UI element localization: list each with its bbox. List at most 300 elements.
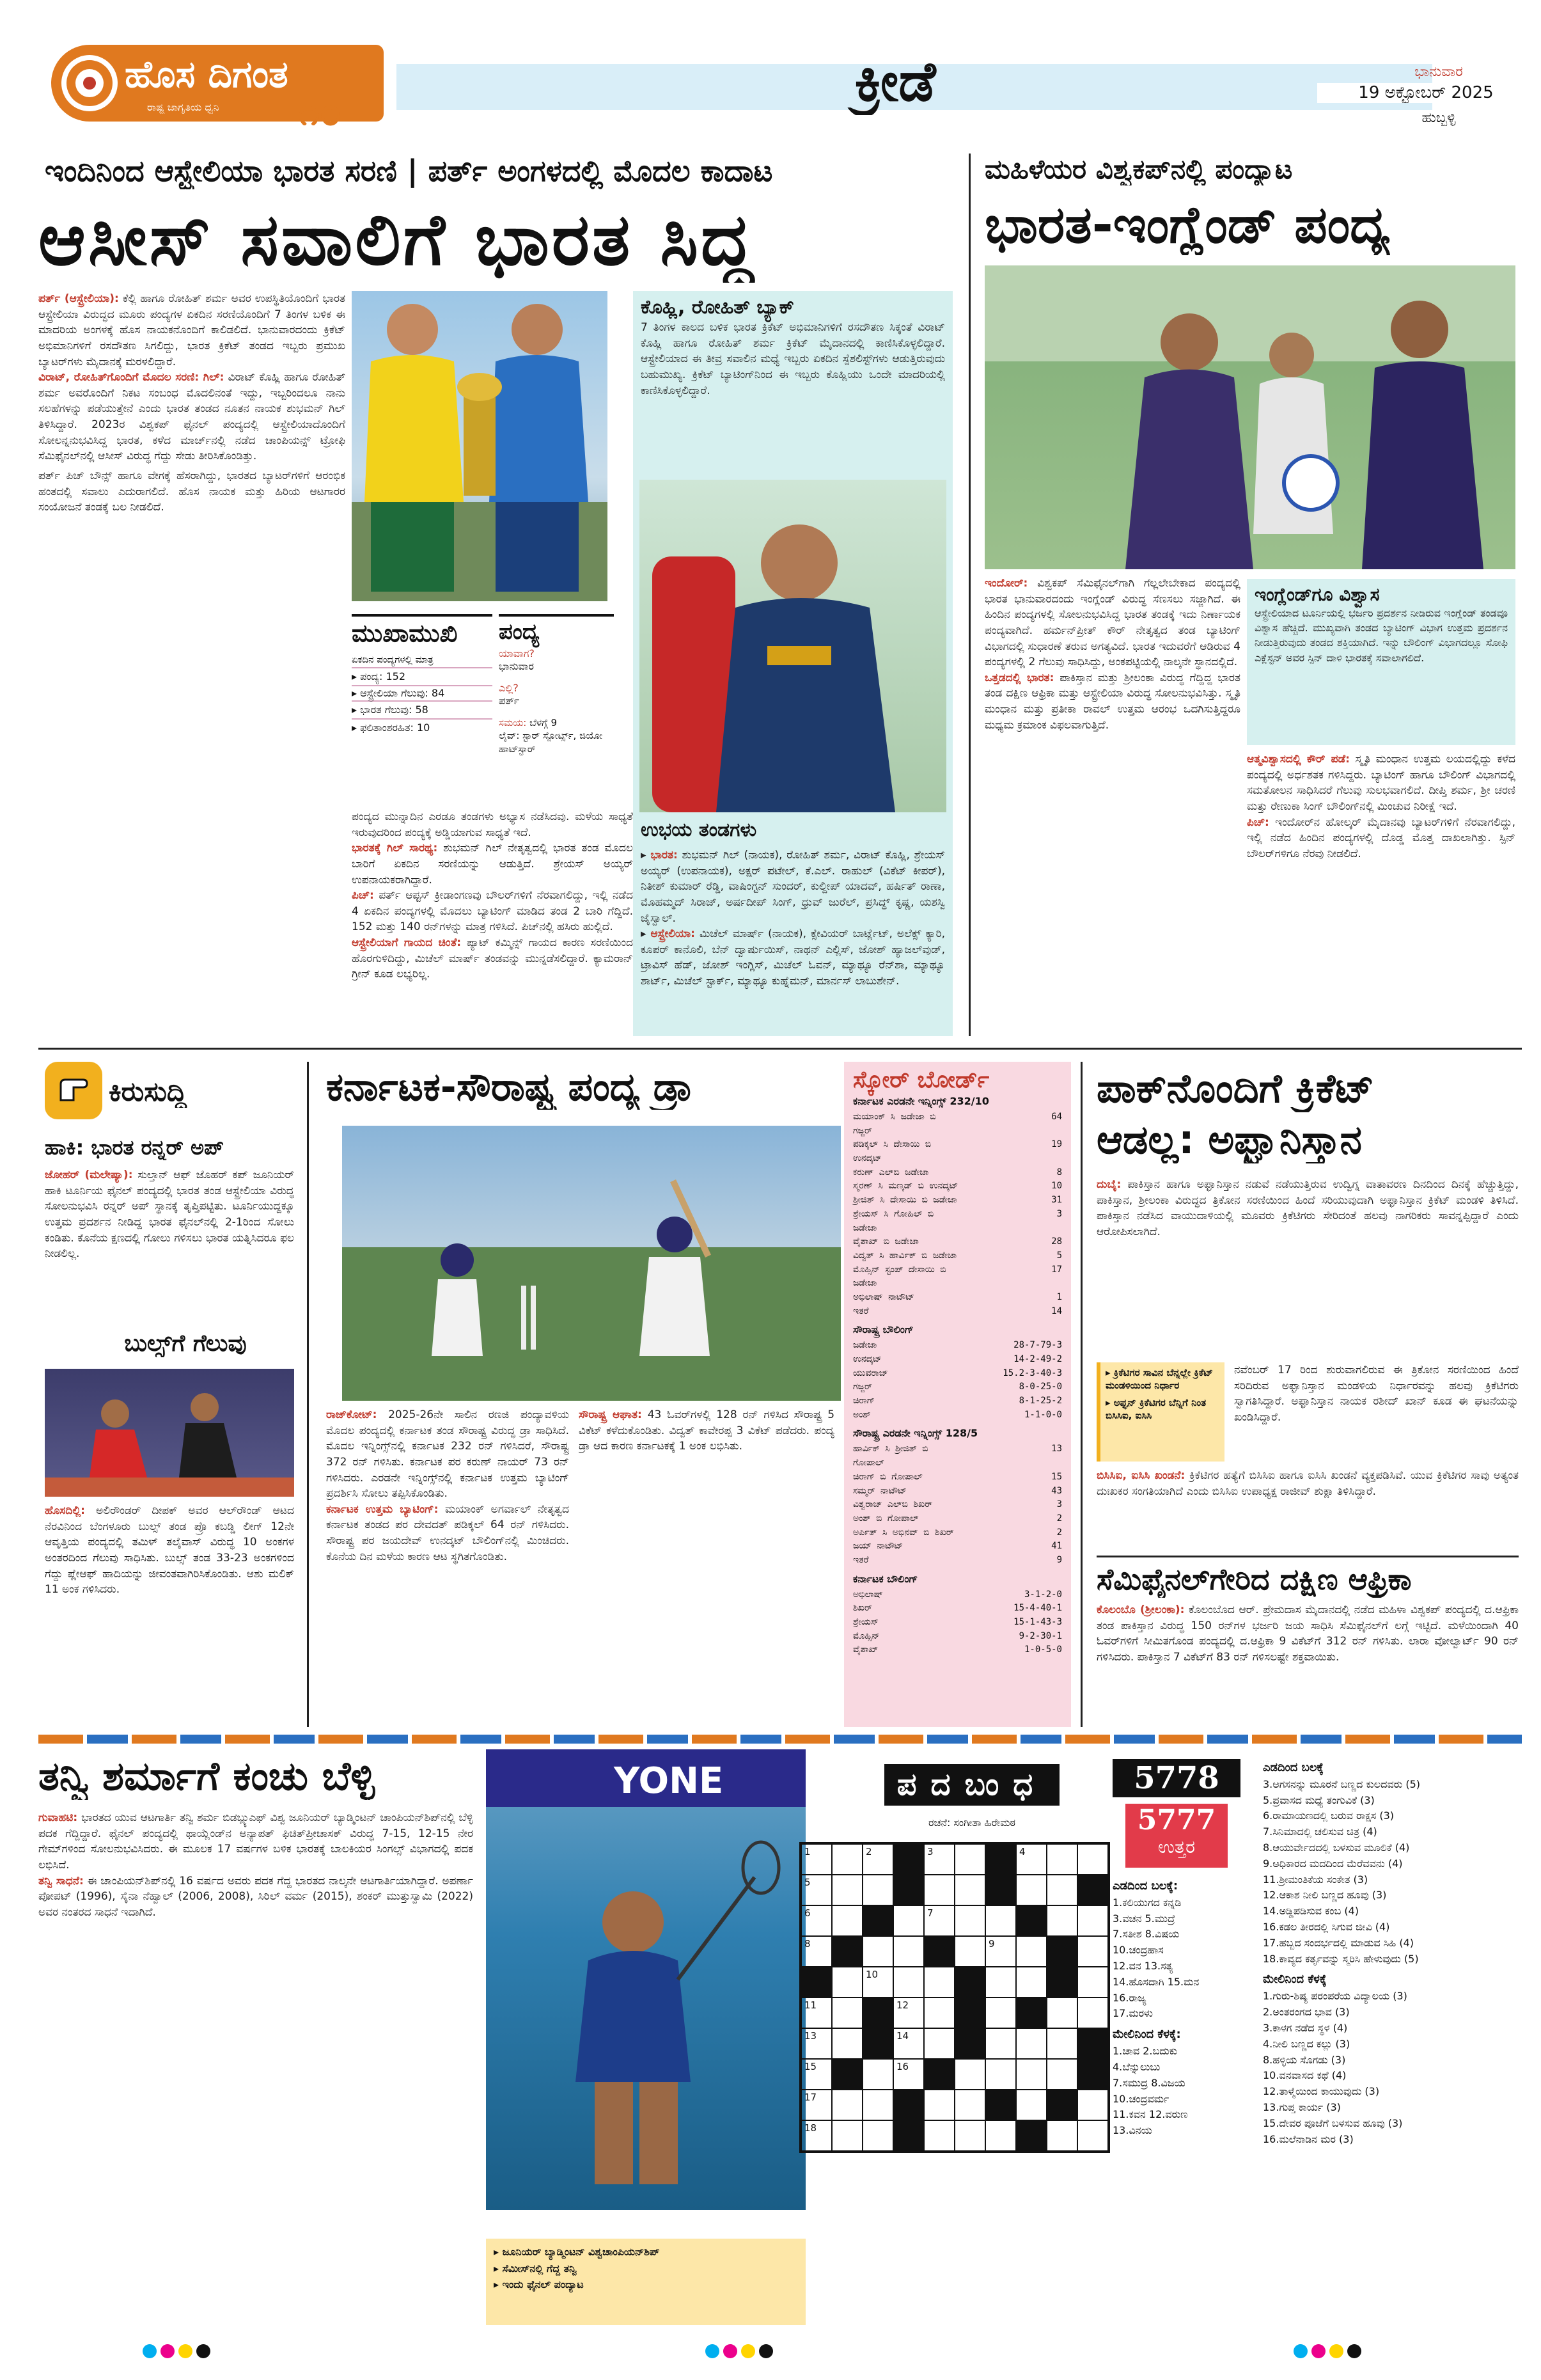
lead-subhead-2: ಭಾರತಕ್ಕೆ ಗಿಲ್ ಸಾರಥ್ಯ: [352, 842, 438, 855]
crossword-cell[interactable] [1016, 1844, 1047, 1875]
crossword-cell[interactable] [893, 2059, 924, 2090]
h2h-title: ಮುಖಾಮುಖಿ [352, 619, 458, 647]
match-q2: ಎಲ್ಲಿ? [499, 682, 519, 694]
crossword-cell[interactable] [985, 2059, 1016, 2090]
afghan-body-2: ನವೆಂಬರ್ 17 ರಿಂದ ಶುರುವಾಗಲಿರುವ ಈ ತ್ರಿಕೋನ ಸರಣಿಯಿಂದ ಹಿಂದೆ ಸರಿದಿರುವ ಅಫ್ಘಾನಿಸ್ತಾನ ಮಂಡಳಿಯ ನಿರ್ಧಾರವನ್ನು ಹಲವು ಕ್ರಿಕೆಟಿಗರು ಸ್ವಾಗತಿಸಿದ್ದಾರೆ. ಅಫ್ಘಾನಿಸ್ತಾನ ನಾಯಕ ರಶೀದ್ ಖಾನ್ ಕೂಡ ಈ ಘಟನೆಯನ್ನು ಖಂಡಿಸಿದ್ದಾರೆ. [1234, 1364, 1519, 1424]
crossword-number: 15 [804, 2061, 817, 2072]
lead-dateline: ಪರ್ತ್ (ಆಸ್ಟ್ರೇಲಿಯಾ): [38, 292, 119, 305]
crossword-cell [1016, 1998, 1047, 2028]
crossword-cell[interactable] [924, 1905, 955, 1936]
tanvi-box-item1: ▸ ಜೂನಿಯರ್ ಬ್ಯಾಡ್ಮಿಂಟನ್ ವಿಶ್ವಚಾಂಪಿಯನ್‌ಶಿಪ್ [494, 2246, 660, 2258]
divider [1097, 1556, 1519, 1557]
crossword-cell[interactable] [1077, 1905, 1108, 1936]
ka-bowling-title: ಕರ್ನಾಟಕ ಬೌಲಿಂಗ್ [853, 1572, 918, 1585]
masthead-city: ಹುಬ್ಬಳ್ಳಿ [1421, 110, 1456, 126]
clue-item: 1.ಕಲಿಯುಗದ ಕನ್ನಡಿ [1113, 1896, 1182, 1909]
match-channel: ಲೈವ್: ಸ್ಟಾರ್ ಸ್ಪೋರ್ಟ್ಸ್, ಜಿಯೋ ಹಾಟ್‌ಸ್ಟಾರ್ [499, 730, 603, 755]
score-row: ಉನದ್ಕಟ್ 14-2-49-2 [853, 1354, 1062, 1364]
squad-aus: ಮಿಚೆಲ್ ಮಾರ್ಷ್ (ನಾಯಕ), ಕ್ಸೇವಿಯರ್ ಬಾರ್ಟ್ಲೆಟ್, ಅಲೆಕ್ಸ್ ಕ್ಯಾರಿ, ಕೂಪರ್ ಕಾನೊಲಿ, ಬೆನ್ ದ್ವಾರ್ಷುಯಿಸ್, ನಾಥನ್ ಎಲ್ಲಿಸ್, ಜೋಶ್ ಹ್ಯಾಜಲ್‌ವುಡ್, ಟ್ರಾವಿಸ್ ಹೆಡ್, ಜೋಶ್ ಇಂಗ್ಲಿಸ್, ಮಿಚೆಲ್ ಓವನ್, ಮ್ಯಾಥ್ಯೂ ರೆನ್‌ಶಾ, ಮ್ಯಾಥ್ಯೂ ಶಾರ್ಟ್, ಮಿಚೆಲ್ ಸ್ಟಾರ್ಕ್, ಮ್ಯಾಥ್ಯೂ ಕುಹ್ನೆಮನ್, ಮಾರ್ನಸ್ ಲಾಬುಶೇನ್. [641, 927, 945, 988]
crossword-number: 9 [989, 1938, 995, 1950]
tanvi-body-col1 [38, 1810, 473, 2325]
squads-text: ▸ ಭಾರತ: ಶುಭಮನ್ ಗಿಲ್ (ನಾಯಕ), ರೋಹಿತ್ ಶರ್ಮ, ವಿರಾಟ್ ಕೊಹ್ಲಿ, ಶ್ರೇಯಸ್ ಅಯ್ಯರ್ (ಉಪನಾಯಕ), ಅಕ್ಷರ್ ಪಟೇಲ್, ಕೆ.ಎಲ್. ರಾಹುಲ್ (ವಿಕೆಟ್ ಕೀಪರ್), ನಿತೀಶ್ ಕುಮಾರ್ ರೆಡ್ಡಿ, ವಾಷಿಂಗ್ಟನ್ ಸುಂದರ್, ಕುಲ್ದೀಪ್ ಯಾದವ್, ಹರ್ಷಿತ್ ರಾಣಾ, ಮೊಹಮ್ಮದ್ ಸಿರಾಜ್, ಅರ್ಷದೀಪ್ ಸಿಂಗ್, ಧ್ರುವ್ ಜುರೆಲ್, ಪ್ರಸಿದ್ಧ್ ಕೃಷ್ಣ, ಯಶಸ್ವಿ ಜೈಸ್ವಾಲ್. ▸ ಆಸ್ಟ್ರೇಲಿಯಾ: ಮಿಚೆಲ್ ಮಾರ್ಷ್ (ನಾಯಕ), ಕ್ಸೇವಿಯರ್ ಬಾರ್ಟ್ಲೆಟ್, ಅಲೆಕ್ಸ್ ಕ್ಯಾರಿ, ಕೂಪರ್ ಕಾನೊಲಿ, ಬೆನ್ ದ್ವಾರ್ಷುಯಿಸ್, ನಾಥನ್ ಎಲ್ಲಿಸ್, ಜೋಶ್ ಹ್ಯಾಜಲ್‌ವುಡ್, ಟ್ರಾವಿಸ್ ಹೆಡ್, ಜೋಶ್ ಇಂಗ್ಲಿಸ್, ಮಿಚೆಲ್ ಓವನ್, ಮ್ಯಾಥ್ಯೂ ರೆನ್‌ಶಾ, ಮ್ಯಾಥ್ಯೂ ಶಾರ್ಟ್, ಮಿಚೆಲ್ ಸ್ಟಾರ್ಕ್, ಮ್ಯಾಥ್ಯೂ ಕುಹ್ನೆಮನ್, ಮಾರ್ನಸ್ ಲಾಬುಶೇನ್. [641, 849, 945, 988]
clue-item: 1.ಗುರು-ಶಿಷ್ಯ ಪರಂಪರೆಯ ವಿದ್ಯಾಲಯ (3) [1263, 1990, 1407, 2003]
crossword-cell[interactable] [1047, 2028, 1077, 2059]
england-box-title: ಇಂಗ್ಲೆಂಡ್‌ಗೂ ವಿಶ್ವಾಸ [1255, 584, 1380, 605]
answers-list [1113, 1877, 1253, 2325]
crossword-cell[interactable] [924, 2090, 955, 2120]
clue-item: 2.ಅಂತರಂಗದ ಭಾವ (3) [1263, 2006, 1350, 2019]
crossword-cell[interactable] [893, 2028, 924, 2059]
score-row: ಇತರೆ 14 [853, 1305, 1062, 1316]
crossword-title: ಪದಬಂಧ [884, 1764, 1060, 1806]
sa-body-text: ಕೊಲಂಬೊದ ಆರ್. ಪ್ರೇಮದಾಸ ಮೈದಾನದಲ್ಲಿ ನಡೆದ ಮಹಿಳಾ ವಿಶ್ವಕಪ್ ಪಂದ್ಯದಲ್ಲಿ ದ.ಆಫ್ರಿಕಾ ತಂಡ ಪಾಕಿಸ್ತಾನ ವಿರುದ್ಧ 150 ರನ್‌ಗಳ ಭರ್ಜರಿ ಜಯ ಸಾಧಿಸಿ ಸೆಮಿಫೈನಲ್‌ಗೆ ಲಗ್ಗೆ ಇಟ್ಟಿದೆ. ಮಳೆಯಿಂದಾಗಿ 40 ಓವರ್‌ಗಳಿಗೆ ಸೀಮಿತಗೊಂಡ ಪಂದ್ಯದಲ್ಲಿ ದ.ಆಫ್ರಿಕಾ 9 ವಿಕೆಟ್‌ಗೆ 312 ರನ್ ಗಳಿಸಿತು. ಲಾರಾ ವೋಲ್ವಾರ್ಟ್ 90 ರನ್ ಗಳಿಸಿದರು. ಪಾಕಿಸ್ತಾನ 7 ವಿಕೆಟ್‌ಗೆ 83 ರನ್ ಗಳಿಸಲಷ್ಟೇ ಶಕ್ತವಾಯಿತು. [1097, 1604, 1519, 1664]
crossword-cell[interactable] [1016, 1936, 1047, 1967]
crossword-cell[interactable] [955, 1936, 985, 1967]
crossword-cell[interactable] [1077, 1936, 1108, 1967]
crossword-cell[interactable] [832, 2120, 863, 2151]
crossword-cell [1077, 1875, 1108, 1905]
crossword-cell [893, 1844, 924, 1875]
scorecard [844, 1062, 1071, 1727]
match-a1: ಭಾನುವಾರ [499, 660, 534, 672]
score-row: ಚಿರಾಗ್ 8-1-25-2 [853, 1396, 1062, 1407]
crossword-cell[interactable] [1016, 2059, 1047, 2090]
afghan-box-item2: ▸ ಅಫ್ಘನ್ ಕ್ರಿಕೆಟಿಗರ ಬೆನ್ನಿಗೆ ನಿಂತ ಬಿಸಿಸಿಐ, ಐಸಿಸಿ [1106, 1396, 1207, 1421]
crossword-cell [985, 1875, 1016, 1905]
kohli-sidebar-body: 7 ತಿಂಗಳ ಕಾಲದ ಬಳಿಕ ಭಾರತ ಕ್ರಿಕೆಟ್ ಅಭಿಮಾನಿಗಳಿಗೆ ರಸದೌತಣ ಸಿಕ್ಕಂತೆ ವಿರಾಟ್ ಕೊಹ್ಲಿ ಹಾಗೂ ರೋಹಿತ್ ಶರ್ಮ ಕ್ರಿಕೆಟ್ ಮೈದಾನದಲ್ಲಿ ಕಾಣಿಸಿಕೊಳ್ಳಲಿದ್ದಾರೆ. ಆಸ್ಟ್ರೇಲಿಯಾದ ಈ ತೀವ್ರ ಸವಾಲಿನ ಮಧ್ಯೆ ಇಬ್ಬರು ಏಕದಿನ ಸ್ಪೆಶಲಿಸ್ಟ್‌ಗಳು ಆಡುತ್ತಿರುವುದು ಬಹುಮುಖ್ಯ. ಕ್ರಿಕೆಟ್ ಬ್ಯಾಟಿಂಗ್‌ನಿಂದ ಈ ಇಬ್ಬರು ಕೊಹ್ಲಿಯು ಒಂದೇ ಮಾದರಿಯಲ್ಲಿ ಕಾಣಿಸಿಕೊಳ್ಳಲಿದ್ದಾರೆ. [641, 321, 945, 397]
sau-bowling-table [853, 1339, 1062, 1422]
divider [969, 154, 971, 1036]
puzzle-number-box: 5778 [1113, 1759, 1240, 1797]
crossword-cell[interactable] [801, 1875, 832, 1905]
crossword-number: 16 [896, 2061, 909, 2072]
crossword-cell[interactable] [985, 1998, 1016, 2028]
clue-item: 10.ವನವಾಸದ ಕಥೆ (4) [1263, 2069, 1347, 2082]
crossword-cell[interactable] [863, 1967, 893, 1998]
answers-across-title: ಎಡದಿಂದ ಬಲಕ್ಕೆ: [1113, 1879, 1178, 1893]
tanvi-box-item3: ▸ ಇಂದು ಫೈನಲ್ ಪಂದ್ಯಾಟ [494, 2278, 584, 2291]
section-title: ಕ್ರೀಡೆ [854, 50, 936, 114]
clue-item: 6.ರಾಮಾಯಣದಲ್ಲಿ ಬರುವ ರಾಕ್ಷಸ (3) [1263, 1809, 1395, 1822]
crossword-cell[interactable] [801, 2120, 832, 2151]
crossword-cell[interactable] [1047, 1875, 1077, 1905]
kohli-sidebar-title: ಕೊಹ್ಲಿ, ರೋಹಿತ್ ಬ್ಯಾಕ್ [641, 296, 794, 319]
masthead-date: 19 ಅಕ್ಟೋಬರ್ 2025 [1317, 83, 1535, 103]
ranji-dateline: ರಾಜ್‌ಕೋಟ್: [326, 1408, 377, 1421]
crossword-number: 7 [927, 1907, 934, 1919]
crossword-cell[interactable] [1077, 1844, 1108, 1875]
clue-item: 14.ಹೊಸದಾಗಿ 15.ಮನ [1113, 1975, 1200, 1988]
crossword-number: 6 [804, 1907, 811, 1919]
women-headline: ಭಾರತ-ಇಂಗ್ಲೆಂಡ್ ಪಂದ್ಯ [985, 195, 1390, 255]
crossword-number: 4 [1019, 1846, 1026, 1857]
clue-item: 17.ಹಬ್ಬದ ಸಂದರ್ಭದಲ್ಲಿ ಮಾಡುವ ಸಿಹಿ (4) [1263, 1936, 1414, 1949]
crossword-cell[interactable] [893, 1967, 924, 1998]
clue-item: 17.ಮರಳು [1113, 2007, 1153, 2020]
match-info-title: ಪಂದ್ಯ [499, 619, 540, 645]
score-row: ಶ್ರೇಯಸ್ ಸಿ ಗೋಹಿಲ್ ಬಿ ಜಡೇಜಾ 3 [853, 1208, 1062, 1233]
clue-item: 15.ದೇವರ ಪೂಜೆಗೆ ಬಳಸುವ ಹೂವು (3) [1263, 2116, 1403, 2129]
crossword-cell[interactable] [801, 1936, 832, 1967]
crossword-cell[interactable] [924, 1844, 955, 1875]
kirusuddi-item2-body: ಹೊಸದಿಲ್ಲಿ: ಅಲಿರೌಂಡರ್ ದೀಪಕ್ ಅವರ ಆಲ್‌ರೌಂಡ್ ಆಟದ ನೆರವಿನಿಂದ ಬೆಂಗಳೂರು ಬುಲ್ಸ್ ತಂಡ ಪ್ರೊ ಕಬಡ್ಡಿ ಲೀಗ್ 12ನೇ ಆವೃತ್ತಿಯ ಪಂದ್ಯದಲ್ಲಿ ತಮಿಳ್ ತಲೈವಾಸ್ ವಿರುದ್ಧ 10 ಅಂಕಗಳ ಅಂತರದಿಂದ ಗೆಲುವು ಸಾಧಿಸಿತು. ಬುಲ್ಸ್ ತಂಡ 33-23 ಅಂಕಗಳಿಂದ ಗೆದ್ದು ಪ್ಲೇಆಫ್ ಹಾದಿಯನ್ನು ಜೀವಂತವಾಗಿರಿಸಿಕೊಂಡಿತು. ಆಶು ಮಲಿಕ್ 11 ಅಂಕ ಗಳಿಸಿದರು. [45, 1504, 294, 1596]
match-time-row: ಸಮಯ: ಬೆಳಗ್ಗೆ 9 ಲೈವ್: ಸ್ಟಾರ್ ಸ್ಪೋರ್ಟ್ಸ್, ಜಿಯೋ ಹಾಟ್‌ಸ್ಟಾರ್ [499, 717, 603, 755]
ka-innings-title: ಕರ್ನಾಟಕ ಎರಡನೇ ಇನ್ನಿಂಗ್ಸ್ 232/10 [853, 1095, 989, 1107]
score-row: ಯುವರಾಜ್ 15.2-3-40-3 [853, 1367, 1062, 1378]
crossword-number: 5 [804, 1877, 811, 1888]
afghan-body-bottom [1097, 1468, 1519, 1551]
sa-headline: ಸೆಮಿಫೈನಲ್‌ಗೇರಿದ ದಕ್ಷಿಣ ಆಫ್ರಿಕಾ [1097, 1562, 1412, 1596]
lead-kicker: ಇಂದಿನಿಂದ ಆಸ್ಟ್ರೇಲಿಯಾ ಭಾರತ ಸರಣಿ | ಪರ್ತ್ ಅಂಗಳದಲ್ಲಿ ಮೊದಲ ಕಾದಾಟ [45, 154, 773, 188]
clue-item: 11.ಕವನ 12.ವರುಣ [1113, 2108, 1188, 2121]
crossword-cell[interactable] [832, 2090, 863, 2120]
crossword-cell[interactable] [924, 2028, 955, 2059]
clues-across-title: ಎಡದಿಂದ ಬಲಕ್ಕೆ [1263, 1761, 1324, 1774]
crossword-credit: ರಚನೆ: ಸಂಗೀತಾ ಹಿರೇಮಠ [928, 1817, 1015, 1829]
crossword-cell[interactable] [1016, 1967, 1047, 1998]
clue-item: 4.ಬೆನ್ನುಲುಬು [1113, 2060, 1161, 2073]
afghan-highlight-box [1097, 1362, 1224, 1462]
women-body-col1 [985, 576, 1240, 1036]
crossword-cell[interactable] [1077, 1998, 1108, 2028]
score-row: ಅಭಿಲಾಷ್ ನಾಟೌಟ್ 1 [853, 1291, 1062, 1302]
crossword-cell [832, 1936, 863, 1967]
crossword-cell [863, 2028, 893, 2059]
print-dots-left [141, 2344, 269, 2363]
kirusuddi-column [38, 1062, 294, 1714]
crossword-cell [985, 2090, 1016, 2120]
score-row: ಚಿರಾಗ್ ಬಿ ಗೋಪಾಲ್ 15 [853, 1471, 1062, 1482]
divider [1081, 1062, 1083, 1727]
score-row: ವಿಶ್ವರಾಜ್ ಎಲ್‌ಬಿ ಶಿಖರ್ 3 [853, 1499, 1062, 1510]
score-row: ಅರ್ಪಿತ್ ಸಿ ಅಭಿನವ್ ಬಿ ಶಿಖರ್ 2 [853, 1527, 1062, 1538]
clue-item: 7.ಸತೀಶ 8.ವಿಷಯ [1113, 1928, 1180, 1941]
crossword-number: 2 [866, 1846, 872, 1857]
crossword-cell[interactable] [1077, 2120, 1108, 2151]
lead-subhead-4: ಆಸ್ಟ್ರೇಲಿಯಾಗೆ ಗಾಯದ ಚಿಂತೆ: [352, 936, 462, 950]
score-row: ಸಮ್ಮರ್ ನಾಟೌಟ್ 43 [853, 1485, 1062, 1496]
crossword-number: 11 [804, 1999, 817, 2011]
score-row: ಗಜ್ಜರ್ 8-0-25-0 [853, 1382, 1062, 1392]
print-dots-right [1292, 2344, 1420, 2363]
sau-innings-title: ಸೌರಾಷ್ಟ್ರ ಎರಡನೇ ಇನ್ನಿಂಗ್ಸ್ 128/5 [853, 1427, 978, 1440]
score-row: ಶ್ರೀಜಿತ್ ಸಿ ದೇಸಾಯಿ ಬಿ ಜಡೇಜಾ 31 [853, 1195, 1062, 1206]
crossword-cell[interactable] [1077, 1967, 1108, 1998]
crossword-cell[interactable] [863, 1875, 893, 1905]
afghan-box-item1: ▸ ಕ್ರಿಕೆಟಿಗರ ಸಾವಿನ ಬೆನ್ನಲ್ಲೇ ಕ್ರಿಕೆಟ್ ಮಂಡಳಿಯಿಂದ ನಿರ್ಧಾರ [1106, 1367, 1213, 1392]
h2h-row: ▸ ಆಸ್ಟ್ರೇಲಿಯಾ ಗೆಲುವು: 84 [352, 686, 492, 702]
kirusuddi-item1-body: ಜೋಹರ್ (ಮಲೇಷ್ಯಾ): ಸುಲ್ತಾನ್ ಆಫ್ ಜೊಹರ್ ಕಪ್ ಜೂನಿಯರ್ ಹಾಕಿ ಟೂರ್ನಿಯ ಫೈನಲ್ ಪಂದ್ಯದಲ್ಲಿ ಭಾರತ ತಂಡ ಆಸ್ಟ್ರೇಲಿಯಾ ವಿರುದ್ಧ ಸೋಲನುಭವಿಸಿ ರನ್ನರ್ ಅಪ್ ಸ್ಥಾನಕ್ಕೆ ತೃಪ್ತಿಪಟ್ಟಿತು. ಟೂರ್ನಿಯುದ್ದಕ್ಕೂ ಉತ್ತಮ ಪ್ರದರ್ಶನ ನೀಡಿದ್ದ ಭಾರತ ಫೈನಲ್‌ನಲ್ಲಿ 2-1ರಿಂದ ಸೋಲು ಕಂಡಿತು. ಕೊನೆಯ ಕ್ಷಣದಲ್ಲಿ ಗೋಲು ಗಳಿಸಲು ಭಾರತ ಯತ್ನಿಸಿದರೂ ಫಲ ನೀಡಲಿಲ್ಲ. [45, 1169, 294, 1261]
crossword-cell[interactable] [924, 1875, 955, 1905]
women-subhead-2: ಆತ್ಮವಿಶ್ವಾಸದಲ್ಲಿ ಕೌರ್ ಪಡೆ: [1247, 753, 1350, 766]
score-row: ಜಯ್ ನಾಟೌಟ್ 41 [853, 1541, 1062, 1552]
lead-body-col2 [352, 809, 633, 1036]
women-dateline: ಇಂದೋರ್: [985, 577, 1028, 590]
crossword-cell [924, 1936, 955, 1967]
crossword-number: 17 [804, 2092, 817, 2103]
crossword-cell[interactable] [832, 1967, 863, 1998]
clue-item: 12.ಆಕಾಶ ನೀಲಿ ಬಣ್ಣದ ಹೂವು (3) [1263, 1889, 1387, 1902]
clue-item: 14.ಅಡ್ಡಿಪಡಿಸುವ ಕಂಬ (4) [1263, 1905, 1359, 1918]
score-row: ವಿದ್ವತ್ ಸಿ ಹಾರ್ವಿಕ್ ಬಿ ಜಡೇಜಾ 5 [853, 1250, 1062, 1261]
crossword-cell [1016, 2120, 1047, 2151]
kohli-photo [639, 480, 946, 812]
clue-item: 10.ಚಂದ್ರವರ್ಮ [1113, 2092, 1169, 2105]
crossword-cell [1047, 1967, 1077, 1998]
crossword-cell[interactable] [801, 2028, 832, 2059]
afghan-body-1: ಪಾಕಿಸ್ತಾನ ಹಾಗೂ ಅಫ್ಘಾನಿಸ್ತಾನ ನಡುವೆ ನಡೆಯುತ್ತಿರುವ ಉದ್ವಿಗ್ನ ವಾತಾವರಣ ದಿನದಿಂದ ದಿನಕ್ಕೆ ಹೆಚ್ಚುತ್ತಿದ್ದು, ಪಾಕಿಸ್ತಾನ, ಶ್ರೀಲಂಕಾ ವಿರುದ್ಧದ ತ್ರಿಕೋನ ಸರಣಿಯಿಂದ ಹಿಂದೆ ಸರಿಯುವುದಾಗಿ ಅಫ್ಘಾನಿಸ್ತಾನ ಕ್ರಿಕೆಟ್ ಮಂಡಳಿ ತಿಳಿಸಿದೆ. ಪಾಕಿಸ್ತಾನ ನಡೆಸಿದ ವಾಯುದಾಳಿಯಲ್ಲಿ ಮೂವರು ಕ್ರಿಕೆಟಿಗರು ಸೇರಿದಂತೆ ಹಲವು ನಾಗರಿಕರು ಸಾವನ್ನಪ್ಪಿದ್ದಾರೆ ಎಂದು ಆರೋಪಿಸಲಾಗಿದೆ. [1097, 1178, 1519, 1238]
crossword-cell[interactable] [801, 1905, 832, 1936]
squads-title: ಉಭಯ ತಂಡಗಳು [641, 819, 757, 841]
score-row: ಪಡಿಕ್ಕಲ್ ಸಿ ದೇಸಾಯಿ ಬಿ ಉನದ್ಕಟ್ 19 [853, 1139, 1062, 1164]
tanvi-highlight-box [486, 2239, 806, 2325]
crossword-cell [955, 1998, 985, 2028]
score-row: ಕರುಣ್ ಎಲ್‌ಬಿ ಜಡೇಜಾ 8 [853, 1167, 1062, 1178]
crossword-cell[interactable] [955, 1844, 985, 1875]
kirusuddi-item2-title: ಬುಲ್ಸ್‌ಗೆ ಗೆಲುವು [124, 1330, 247, 1357]
clue-item: 9.ಅಧಿಕಾರದ ಮದದಿಂದ ಮೆರೆವವನು (4) [1263, 1857, 1403, 1870]
clues-down [1263, 1989, 1525, 2147]
crossword-cell [832, 2059, 863, 2090]
score-row: ಶಿಖರ್ 15-4-40-1 [853, 1603, 1062, 1614]
crossword-cell[interactable] [1047, 1998, 1077, 2028]
crossword-cell [893, 2120, 924, 2151]
clue-item: 7.ಸಮುದ್ರ 8.ವಿಜಯ [1113, 2076, 1185, 2089]
afghan-body-mid [1234, 1362, 1519, 1465]
answers-down-title: ಮೇಲಿನಿಂದ ಕೆಳಕ್ಕೆ: [1113, 2028, 1181, 2042]
sa-body [1097, 1602, 1519, 1727]
crossword-cell [1047, 2090, 1077, 2120]
crossword-cell[interactable] [1016, 2090, 1047, 2120]
women-kicker: ಮಹಿಳೆಯರ ವಿಶ್ವಕಪ್‌ನಲ್ಲಿ ಪಂದ್ಯಾಟ [985, 154, 1293, 185]
women-body-4: ಇಂದೋರ್‌ನ ಹೋಲ್ಕರ್ ಮೈದಾನವು ಬ್ಯಾಟರ್‌ಗಳಿಗೆ ನೆರವಾಗಲಿದ್ದು, ಇಲ್ಲಿ ನಡೆದ ಹಿಂದಿನ ಪಂದ್ಯಗಳಲ್ಲಿ ದೊಡ್ಡ ಮೊತ್ತ ದಾಖಲಾಗಿತ್ತು. ಸ್ಪಿನ್ ಬೌಲರ್‌ಗಳಿಗೂ ನೆರವು ನೀಡಲಿದೆ. [1247, 816, 1515, 860]
clue-item: 16.ಮಲೆನಾಡಿನ ಮರ (3) [1263, 2132, 1354, 2145]
crossword-cell[interactable] [924, 1998, 955, 2028]
lead-body-4: ಪಂದ್ಯದ ಮುನ್ನಾದಿನ ಎರಡೂ ತಂಡಗಳು ಅಭ್ಯಾಸ ನಡೆಸಿದವು. ಮಳೆಯ ಸಾಧ್ಯತೆ ಇರುವುದರಿಂದ ಪಂದ್ಯಕ್ಕೆ ಅಡ್ಡಿಯಾಗುವ ಸಾಧ್ಯತೆ ಇದೆ. [352, 810, 633, 839]
crossword-cell[interactable] [985, 1936, 1016, 1967]
kohli-sidebar [633, 291, 953, 1036]
clue-item: 3.ಅಗಸನನ್ನು ಮೂರನೆ ಬಣ್ಣದ ಕುಲದವರು (5) [1263, 1777, 1421, 1790]
crossword-cell [1077, 2059, 1108, 2090]
england-box-body: ಆಸ್ಟ್ರೇಲಿಯಾದ ಟೂರ್ನಿಯಲ್ಲಿ ಭರ್ಜರಿ ಪ್ರದರ್ಶನ ನೀಡಿರುವ ಇಂಗ್ಲೆಂಡ್ ತಂಡವೂ ವಿಶ್ವಾಸ ಹೆಚ್ಚಿದೆ. ಮುಖ್ಯವಾಗಿ ತಂಡದ ಬ್ಯಾಟಿಂಗ್ ವಿಭಾಗ ಉತ್ತಮ ಪ್ರದರ್ಶನ ನೀಡುತ್ತಿರುವುದು ತಂಡದ ಶಕ್ತಿಯಾಗಿದೆ. ಇನ್ನು ಬೌಲಿಂಗ್ ವಿಭಾಗದಲ್ಲೂ ಸೋಫಿ ಎಕ್ಲೆಸ್ಟನ್ ಅವರ ಸ್ಪಿನ್ ದಾಳಿ ಭಾರತಕ್ಕೆ ಸವಾಲಾಗಲಿದೆ. [1255, 607, 1508, 664]
kirusuddi-item1-title: ಹಾಕಿ: ಭಾರತ ರನ್ನರ್ ಅಪ್ [45, 1135, 224, 1160]
crossword-cell [955, 1967, 985, 1998]
kirusuddi-label: ಕಿರುಸುದ್ದಿ [109, 1076, 187, 1107]
crossword-cell [955, 2028, 985, 2059]
afghan-body-top [1097, 1177, 1519, 1356]
ranji-subhead-2: ಸೌರಾಷ್ಟ್ರ ಆಘಾತ: [579, 1408, 642, 1421]
tanvi-dateline: ಗುವಾಹಟಿ: [38, 1811, 78, 1824]
masthead [0, 0, 1541, 141]
ranji-body-col1 [326, 1407, 569, 1727]
crossword-cell[interactable] [801, 2059, 832, 2090]
women-body-col2 [1247, 752, 1515, 1036]
h2h-row: ▸ ಭಾರತ ಗೆಲುವು: 58 [352, 702, 492, 720]
crossword-cell[interactable] [955, 1905, 985, 1936]
clue-item: 3.ವಚನ 5.ಮುದ್ರೆ [1113, 1912, 1175, 1925]
lead-subhead-3: ಪಿಚ್: [352, 889, 374, 902]
sau-bowling-title: ಸೌರಾಷ್ಟ್ರ ಬೌಲಿಂಗ್ [853, 1323, 914, 1336]
answer-number-box [1125, 1804, 1228, 1868]
score-row: ಅಂಶ್ ಬಿ ಗೋಪಾಲ್ 2 [853, 1513, 1062, 1524]
women-body-3: ಸ್ಮೃತಿ ಮಂಧಾನ ಉತ್ತಮ ಲಯದಲ್ಲಿದ್ದು ಕಳೆದ ಪಂದ್ಯದಲ್ಲಿ ಅರ್ಧಶತಕ ಗಳಿಸಿದ್ದರು. ಬ್ಯಾಟಿಂಗ್ ಹಾಗೂ ಬೌಲಿಂಗ್ ವಿಭಾಗದಲ್ಲಿ ಸಮತೋಲನ ಸಾಧಿಸಿದರೆ ಗೆಲುವು ಸುಲಭವಾಗಲಿದೆ. ದೀಪ್ತಿ ಶರ್ಮ, ಶ್ರೀ ಚರಣಿ ಮತ್ತು ರೇಣುಕಾ ಸಿಂಗ್ ಬೌಲಿಂಗ್‌ನಲ್ಲಿ ಮಿಂಚುವ ನಿರೀಕ್ಷೆ ಇದೆ. [1247, 753, 1515, 813]
clue-item: 18.ಕಾವ್ಯದ ಕರ್ತೃವನ್ನು ಸ್ಮರಿಸಿ ಹೇಳುವುದು (5) [1263, 1952, 1419, 1965]
score-row: ಜಡೇಜಾ 28-7-79-3 [853, 1340, 1062, 1351]
h2h-row: ▸ ಪಂದ್ಯ: 152 [352, 668, 492, 686]
afghan-dateline: ದುಬೈ: [1097, 1178, 1122, 1191]
crossword-number: 10 [866, 1969, 879, 1980]
tanvi-photo [486, 1749, 806, 2210]
women-body-2: ಪಾಕಿಸ್ತಾನ ಮತ್ತು ಶ್ರೀಲಂಕಾ ವಿರುದ್ಧ ಗೆದ್ದಿದ್ದ ಭಾರತ ತಂಡ ದಕ್ಷಿಣ ಆಫ್ರಿಕಾ ಮತ್ತು ಆಸ್ಟ್ರೇಲಿಯಾ ವಿರುದ್ಧ ಸೋಲನುಭವಿಸಿತ್ತು. ಸ್ಮೃತಿ ಮಂಧಾನ ಮತ್ತು ಪ್ರತೀಕಾ ರಾವಲ್ ಉತ್ತಮ ಆರಂಭ ಒದಗಿಸುತ್ತಿದ್ದರೂ ಮಧ್ಯಮ ಕ್ರಮಾಂಕ ವಿಫಲವಾಗುತ್ತಿದೆ. [985, 671, 1240, 732]
crossword-cell[interactable] [1047, 1844, 1077, 1875]
crossword-grid[interactable] [799, 1842, 1110, 2153]
score-row: ವೈಶಾಖ್ ಬಿ ಜಡೇಜಾ 28 [853, 1236, 1062, 1247]
clue-item: 1.ಚಾವ 2.ಬದುಕು [1113, 2045, 1178, 2058]
afghan-headline-2: ಆಡಲ್ಲ: ಅಫ್ಘಾನಿಸ್ತಾನ [1097, 1116, 1363, 1163]
scorecard-title: ಸ್ಕೋರ್ ಬೋರ್ಡ್ [853, 1067, 990, 1093]
score-row: ಮಯಾಂಕ್ ಸಿ ಜಡೇಜಾ ಬಿ ಗಜ್ಜರ್ 64 [853, 1112, 1062, 1136]
match-info-box [499, 614, 614, 800]
women-body-1: ವಿಶ್ವಕಪ್ ಸೆಮಿಫೈನಲ್‌ಗಾಗಿ ಗೆಲ್ಲಲೇಬೇಕಾದ ಪಂದ್ಯದಲ್ಲಿ ಭಾರತ ಭಾನುವಾರದಂದು ಇಂಗ್ಲೆಂಡ್ ವಿರುದ್ಧ ಸೆಣಸಲು ಸಜ್ಜಾಗಿದೆ. ಈ ಹಿಂದಿನ ಪಂದ್ಯಗಳಲ್ಲಿ ಸೋಲನುಭವಿಸಿದ್ದ ಭಾರತ ತಂಡಕ್ಕೆ ಇದು ನಿರ್ಣಾಯಕ ಪಂದ್ಯವಾಗಿದೆ. ಹರ್ಮನ್‌ಪ್ರೀತ್ ಕೌರ್ ನೇತೃತ್ವದ ತಂಡ ಬ್ಯಾಟಿಂಗ್ ವಿಭಾಗದಲ್ಲಿ ಸುಧಾರಣೆ ತರುವ ಅಗತ್ಯವಿದೆ. ಭಾರತ ಇದುವರೆಗೆ ಆಡಿರುವ 4 ಪಂದ್ಯಗಳಲ್ಲಿ 2 ಗೆಲುವು ಸಾಧಿಸಿದ್ದು, ಅಂಕಪಟ್ಟಿಯಲ್ಲಿ ನಾಲ್ಕನೇ ಸ್ಥಾನದಲ್ಲಿದೆ. [985, 577, 1240, 669]
clue-item: 8.ಆಯುರ್ವೇದದಲ್ಲಿ ಬಳಸುವ ಮೂಲಿಕೆ (4) [1263, 1841, 1410, 1854]
crossword-number: 12 [896, 1999, 909, 2011]
crossword-cell[interactable] [985, 1967, 1016, 1998]
logo-text: ಹೊಸ ದಿಗಂತ [125, 52, 288, 96]
answers-across [1113, 1895, 1253, 2022]
answers-down [1113, 2044, 1253, 2139]
tanvi-body-2: ಈ ಚಾಂಪಿಯನ್‌ಶಿಪ್‌ನಲ್ಲಿ 16 ವರ್ಷದ ಅವರು ಪದಕ ಗೆದ್ದ ಭಾರತದ ನಾಲ್ಕನೇ ಆಟಗಾರ್ತಿಯಾಗಿದ್ದಾರೆ. ಅಪರ್ಣಾ ಪೋಪಟ್ (1996), ಸೈನಾ ನೆಹ್ವಾಲ್ (2006, 2008), ಸಿರಿಲ್ ವರ್ಮ (2015), ಶಂಕರ್ ಮುತ್ತುಸ್ವಾಮಿ (2022) ಅವರ ನಂತರದ ಸಾಧನೆ ಇದಾಗಿದೆ. [38, 1874, 473, 1919]
clue-item: 10.ಚಂದ್ರಹಾಸ [1113, 1944, 1164, 1957]
crossword-cell[interactable] [1077, 2090, 1108, 2120]
lead-subhead-1: ವಿರಾಟ್, ರೋಹಿತ್‌ಗೊಂದಿಗೆ ಮೊದಲ ಸರಣಿ: ಗಿಲ್: [38, 371, 224, 384]
women-subhead-3: ಪಿಚ್: [1247, 816, 1269, 829]
crossword-cell[interactable] [955, 2090, 985, 2120]
crossword-cell[interactable] [801, 2090, 832, 2120]
lead-body-1: ಕೆಲ್ಲಿ ಹಾಗೂ ರೋಹಿತ್ ಶರ್ಮ ಅವರ ಉಪಸ್ಥಿತಿಯೊಂದಿಗೆ ಭಾರತ ಆಸ್ಟ್ರೇಲಿಯಾ ವಿರುದ್ಧದ ಮೂರು ಪಂದ್ಯಗಳ ಏಕದಿನ ಸರಣಿಯೊಂದಿಗೆ 7 ತಿಂಗಳ ಬಳಿಕ ಈ ಮಾದರಿಯ ಅಂಗಳಕ್ಕೆ ಹೊಸ ನಾಯಕನೊಂದಿಗೆ ಕಾಲಿಡಲಿದೆ. ಭಾನುವಾರದಂದು ಕ್ರಿಕೆಟ್ ಅಭಿಮಾನಿಗಳಿಗೆ ರಸದೌತಣ ಸಿಗಲಿದ್ದು, ಭಾರತ ಕ್ರಿಕೆಟ್ ತಂಡದ ಇಬ್ಬರು ಪ್ರಮುಖ ಬ್ಯಾಟರ್‌ಗಳು ಮೈದಾನಕ್ಕೆ ಮರಳಲಿದ್ದಾರೆ. [38, 292, 345, 368]
score-row: ಮೊಹ್ಸಿನ್ 9-2-30-1 [853, 1630, 1062, 1641]
clue-item: 13.ವಿನಯ [1113, 2124, 1152, 2137]
logo-emblem-icon [61, 55, 118, 111]
clue-item: 3.ಕಾಳಗ ನಡೆದ ಸ್ಥಳ (4) [1263, 2021, 1348, 2034]
crossword-cell[interactable] [955, 1875, 985, 1905]
score-row: ಮೊಹ್ಸಿನ್ ಸ್ಟಂಪ್ ದೇಸಾಯಿ ಬಿ ಜಡೇಜಾ 17 [853, 1264, 1062, 1289]
crossword-number: 18 [804, 2122, 817, 2134]
lead-body-col1 [38, 291, 345, 1036]
crossword-cell[interactable] [801, 1844, 832, 1875]
crossword-cell[interactable] [1047, 1905, 1077, 1936]
crossword-number: 1 [804, 1846, 811, 1857]
clue-item: 16.ಕಡಲ ತೀರದಲ್ಲಿ ಸಿಗುವ ಜೀವಿ (4) [1263, 1921, 1390, 1934]
h2h-row: ▸ ಫಲಿತಾಂಶರಹಿತ: 10 [352, 721, 430, 734]
crossword-cell [863, 1905, 893, 1936]
masthead-day: ಭಾನುವಾರ [1414, 64, 1463, 80]
crossword-cell [801, 1967, 832, 1998]
match-a2: ಪರ್ತ್ [499, 695, 520, 707]
crossword-cell[interactable] [924, 2120, 955, 2151]
sau-batting-table [853, 1442, 1062, 1567]
clue-item: 8.ಹಳ್ಳಿಯ ಸೊಗಡು (3) [1263, 2053, 1346, 2066]
tanvi-headline: ತನ್ವಿ ಶರ್ಮಾಗೆ ಕಂಚು ಬೆಳ್ಳಿ [38, 1753, 375, 1799]
crossword-cell[interactable] [893, 1905, 924, 1936]
crossword-title-bar [850, 1759, 1093, 1810]
crossword-cell[interactable] [832, 2028, 863, 2059]
squad-aus-label: ಆಸ್ಟ್ರೇಲಿಯಾ: [650, 927, 695, 941]
tanvi-box-item2: ▸ ಸೆಮೀಸ್‌ನಲ್ಲಿ ಗೆದ್ದ ತನ್ವಿ [494, 2262, 577, 2274]
sa-dateline: ಕೊಲಂಬೊ (ಶ್ರೀಲಂಕಾ): [1097, 1604, 1185, 1616]
squad-india: ಶುಭಮನ್ ಗಿಲ್ (ನಾಯಕ), ರೋಹಿತ್ ಶರ್ಮ, ವಿರಾಟ್ ಕೊಹ್ಲಿ, ಶ್ರೇಯಸ್ ಅಯ್ಯರ್ (ಉಪನಾಯಕ), ಅಕ್ಷರ್ ಪಟೇಲ್, ಕೆ.ಎಲ್. ರಾಹುಲ್ (ವಿಕೆಟ್ ಕೀಪರ್), ನಿತೀಶ್ ಕುಮಾರ್ ರೆಡ್ಡಿ, ವಾಷಿಂಗ್ಟನ್ ಸುಂದರ್, ಕುಲ್ದೀಪ್ ಯಾದವ್, ಹರ್ಷಿತ್ ರಾಣಾ, ಮೊಹಮ್ಮದ್ ಸಿರಾಜ್, ಅರ್ಷದೀಪ್ ಸಿಂಗ್, ಧ್ರುವ್ ಜುರೆಲ್, ಪ್ರಸಿದ್ಧ್ ಕೃಷ್ಣ, ಯಶಸ್ವಿ ಜೈಸ್ವಾಲ್. [641, 849, 945, 925]
score-row: ಹಾರ್ವಿಕ್ ಸಿ ಶ್ರೀಜಿತ್ ಬಿ ಗೋಪಾಲ್ 13 [853, 1444, 1062, 1469]
crossword-cell[interactable] [863, 1844, 893, 1875]
squad-india-label: ಭಾರತ: [650, 849, 678, 862]
tanvi-body-1: ಭಾರತದ ಯುವ ಆಟಗಾರ್ತಿ ತನ್ವಿ ಶರ್ಮ ಬಿಡಬ್ಲ್ಯುಎಫ್ ವಿಶ್ವ ಜೂನಿಯರ್ ಬ್ಯಾಡ್ಮಿಂಟನ್ ಚಾಂಪಿಯನ್‌ಶಿಪ್‌ನಲ್ಲಿ ಬೆಳ್ಳಿ ಪದಕ ಗೆದ್ದಿದ್ದಾರೆ. ಫೈನಲ್ ಪಂದ್ಯದಲ್ಲಿ ಥಾಯ್ಲೆಂಡ್‌ನ ಅನ್ಯಾಪತ್ ಫಿಚಿತ್‌ಪ್ರೀಚಾಸಕ್ ವಿರುದ್ಧ 7-15, 12-15 ನೇರ ಗೇಮ್‌ಗಳಿಂದ ಸೋಲನುಭವಿಸಿದರು. ಈ ಮೂಲಕ 17 ವರ್ಷಗಳ ಬಳಿಕ ಭಾರತಕ್ಕೆ ಬಾಲಕಿಯರ ಸಿಂಗಲ್ಸ್ ವಿಭಾಗದಲ್ಲಿ ಪದಕ ಲಭಿಸಿದೆ. [38, 1811, 473, 1872]
england-box [1247, 579, 1515, 745]
score-row: ಅಭಿಲಾಷ್ 3-1-2-0 [853, 1589, 1062, 1600]
answer-label: ಉತ್ತರ [1158, 1836, 1195, 1857]
crossword-cell [985, 1844, 1016, 1875]
color-rule [38, 1735, 1522, 1744]
crossword-cell [893, 2090, 924, 2120]
crossword-cell[interactable] [863, 1936, 893, 1967]
crossword-cell[interactable] [801, 1998, 832, 2028]
clue-item: 11.ಶ್ರೀಮಂತಿಕೆಯ ಸಂಕೇತ (3) [1263, 1873, 1368, 1886]
crossword-cell[interactable] [863, 2059, 893, 2090]
lead-body-3: ಪರ್ತ್ ಪಿಚ್ ಬೌನ್ಸ್ ಹಾಗೂ ವೇಗಕ್ಕೆ ಹೆಸರಾಗಿದ್ದು, ಭಾರತದ ಬ್ಯಾಟರ್‌ಗಳಿಗೆ ಆರಂಭಿಕ ಹಂತದಲ್ಲಿ ಸವಾಲು ಎದುರಾಗಲಿದೆ. ಹೊಸ ನಾಯಕ ಮತ್ತು ಹಿರಿಯ ಆಟಗಾರರ ಸಂಯೋಜನೆ ತಂಡಕ್ಕೆ ಬಲ ನೀಡಲಿದೆ. [38, 469, 345, 514]
clues-down-title: ಮೇಲಿನಿಂದ ಕೆಳಕ್ಕೆ [1263, 1973, 1327, 1987]
h2h-row: ಏಕದಿನ ಪಂದ್ಯಗಳಲ್ಲಿ ಮಾತ್ರ [352, 652, 492, 668]
clue-item: 4.ನೀಲಿ ಬಣ್ಣದ ಕಲ್ಲು (3) [1263, 2037, 1350, 2050]
clue-item: 5.ಪ್ರವಾಸದ ಮಧ್ಯೆ ತಂಗುವಿಕೆ (3) [1263, 1793, 1375, 1806]
clues-across [1263, 1777, 1525, 1967]
score-row: ವೈಶಾಖ್ 1-0-5-0 [853, 1644, 1062, 1655]
crossword-cell[interactable] [893, 1998, 924, 2028]
crossword-cell[interactable] [863, 2090, 893, 2120]
lead-headline: ಆಸೀಸ್ ಸವಾಲಿಗೆ ಭಾರತ ಸಿದ್ಧ [38, 198, 756, 281]
women-photo [985, 265, 1515, 569]
crossword-cell[interactable] [1047, 2120, 1077, 2151]
crossword-cell [924, 2059, 955, 2090]
lead-body-2: ವಿರಾಟ್ ಕೊಹ್ಲಿ ಹಾಗೂ ರೋಹಿತ್ ಶರ್ಮ ಅವರೊಂದಿಗೆ ನಿಕಟ ಸಂಬಂಧ ಮೊದಲಿನಂತೆ ಇದ್ದು, ಇಬ್ಬರಿಂದಲೂ ನಾನು ಸಲಹೆಗಳನ್ನು ಪಡೆಯುತ್ತೇನೆ ಎಂದು ಭಾರತ ತಂಡದ ನೂತನ ನಾಯಕ ಶುಭಮನ್ ಗಿಲ್ ತಿಳಿಸಿದ್ದಾರೆ. 2023ರ ವಿಶ್ವಕಪ್ ಫೈನಲ್ ಪಂದ್ಯದಲ್ಲಿ ಆಸ್ಟ್ರೇಲಿಯಾದೊಂದಿಗೆ ಸೋಲನ್ನನುಭವಿಸಿದ್ದ ಭಾರತ, ಕಳೆದ ಮಾರ್ಚ್‌ನಲ್ಲಿ ನಡೆದ ಚಾಂಪಿಯನ್ಸ್ ಟ್ರೋಫಿ ಸೆಮಿಫೈನಲ್‌ನಲ್ಲಿ ಆಸೀಸ್ ವಿರುದ್ಧ ಗೆದ್ದು ಸೇಡು ತೀರಿಸಿಕೊಂಡಿತ್ತು. [38, 371, 345, 463]
ranji-body-1: 2025-26ನೇ ಸಾಲಿನ ರಣಜಿ ಪಂದ್ಯಾವಳಿಯ ಮೊದಲ ಪಂದ್ಯದಲ್ಲಿ ಕರ್ನಾಟಕ ತಂಡ ಸೌರಾಷ್ಟ್ರ ವಿರುದ್ಧ ಡ್ರಾ ಸಾಧಿಸಿದೆ. ಮೊದಲ ಇನ್ನಿಂಗ್ಸ್‌ನಲ್ಲಿ ಕರ್ನಾಟಕ 232 ರನ್ ಗಳಿಸಿದರೆ, ಸೌರಾಷ್ಟ್ರ 372 ರನ್ ಗಳಿಸಿತು. ಕರ್ನಾಟಕ ಪರ ಕರುಣ್ ನಾಯರ್ 73 ರನ್ ಗಳಿಸಿದರು. ಎರಡನೇ ಇನ್ನಿಂಗ್ಸ್‌ನಲ್ಲಿ ಕರ್ನಾಟಕ ಉತ್ತಮ ಬ್ಯಾಟಿಂಗ್ ಪ್ರದರ್ಶಿಸಿ ಸೋಲು ತಪ್ಪಿಸಿಕೊಂಡಿತು. [326, 1408, 569, 1501]
crossword-cell[interactable] [863, 2120, 893, 2151]
ranji-body-2: ಮಯಾಂಕ್ ಅಗರ್ವಾಲ್ ನೇತೃತ್ವದ ಕರ್ನಾಟಕ ತಂಡದ ಪರ ದೇವದತ್ ಪಡಿಕ್ಕಲ್ 64 ರನ್ ಗಳಿಸಿದರು. ಸೌರಾಷ್ಟ್ರ ಪರ ಜಯದೇವ್ ಉನದ್ಕಟ್ ಬೌಲಿಂಗ್‌ನಲ್ಲಿ ಮಿಂಚಿದರು. ಕೊನೆಯ ದಿನ ಮಳೆಯ ಕಾರಣ ಆಟ ಸ್ಥಗಿತಗೊಂಡಿತು. [326, 1502, 569, 1563]
clues-list [1263, 1759, 1525, 2325]
crossword-cell[interactable] [955, 2059, 985, 2090]
crossword-cell[interactable] [893, 1936, 924, 1967]
lead-body-5: ಶುಭಮನ್ ಗಿಲ್ ನೇತೃತ್ವದಲ್ಲಿ ಭಾರತ ತಂಡ ಮೊದಲ ಬಾರಿಗೆ ಏಕದಿನ ಸರಣಿಯನ್ನು ಆಡುತ್ತಿದೆ. ಶ್ರೇಯಸ್ ಅಯ್ಯರ್ ಉಪನಾಯಕರಾಗಿದ್ದಾರೆ. [352, 842, 633, 887]
crossword-cell[interactable] [985, 2120, 1016, 2151]
svg-text:YONE: YONE [614, 1760, 724, 1802]
crossword-cell[interactable] [924, 1967, 955, 1998]
crossword-cell[interactable] [832, 1844, 863, 1875]
crossword-cell[interactable] [1016, 2028, 1047, 2059]
crossword-cell[interactable] [985, 1905, 1016, 1936]
crossword-cell[interactable] [832, 1905, 863, 1936]
ka-batting-table [853, 1110, 1062, 1318]
crossword-cell[interactable] [1016, 1875, 1047, 1905]
crossword-cell[interactable] [832, 1875, 863, 1905]
ranji-subhead-1: ಕರ್ನಾಟಕ ಉತ್ತಮ ಬ್ಯಾಟಿಂಗ್: [326, 1502, 439, 1516]
crossword-cell[interactable] [955, 2120, 985, 2151]
lead-body-7: ಪ್ಯಾಟ್ ಕಮ್ಮಿನ್ಸ್ ಗಾಯದ ಕಾರಣ ಸರಣಿಯಿಂದ ಹೊರಗುಳಿದಿದ್ದು, ಮಿಚೆಲ್ ಮಾರ್ಷ್ ತಂಡವನ್ನು ಮುನ್ನಡೆಸಲಿದ್ದಾರೆ. ಕ್ಯಾಮರಾನ್ ಗ್ರೀನ್ ಕೂಡ ಲಭ್ಯರಿಲ್ಲ. [352, 936, 633, 981]
crossword-cell[interactable] [1047, 2059, 1077, 2090]
crossword-number: 14 [896, 2030, 909, 2042]
crossword-cell [893, 1875, 924, 1905]
score-row: ಇತರೆ 9 [853, 1554, 1062, 1565]
crossword-cell[interactable] [832, 1998, 863, 2028]
crossword-cell [1047, 1936, 1077, 1967]
crossword-cell[interactable] [985, 2028, 1016, 2059]
clue-item: 12.ವನ 13.ಸತ್ಯ [1113, 1960, 1173, 1973]
